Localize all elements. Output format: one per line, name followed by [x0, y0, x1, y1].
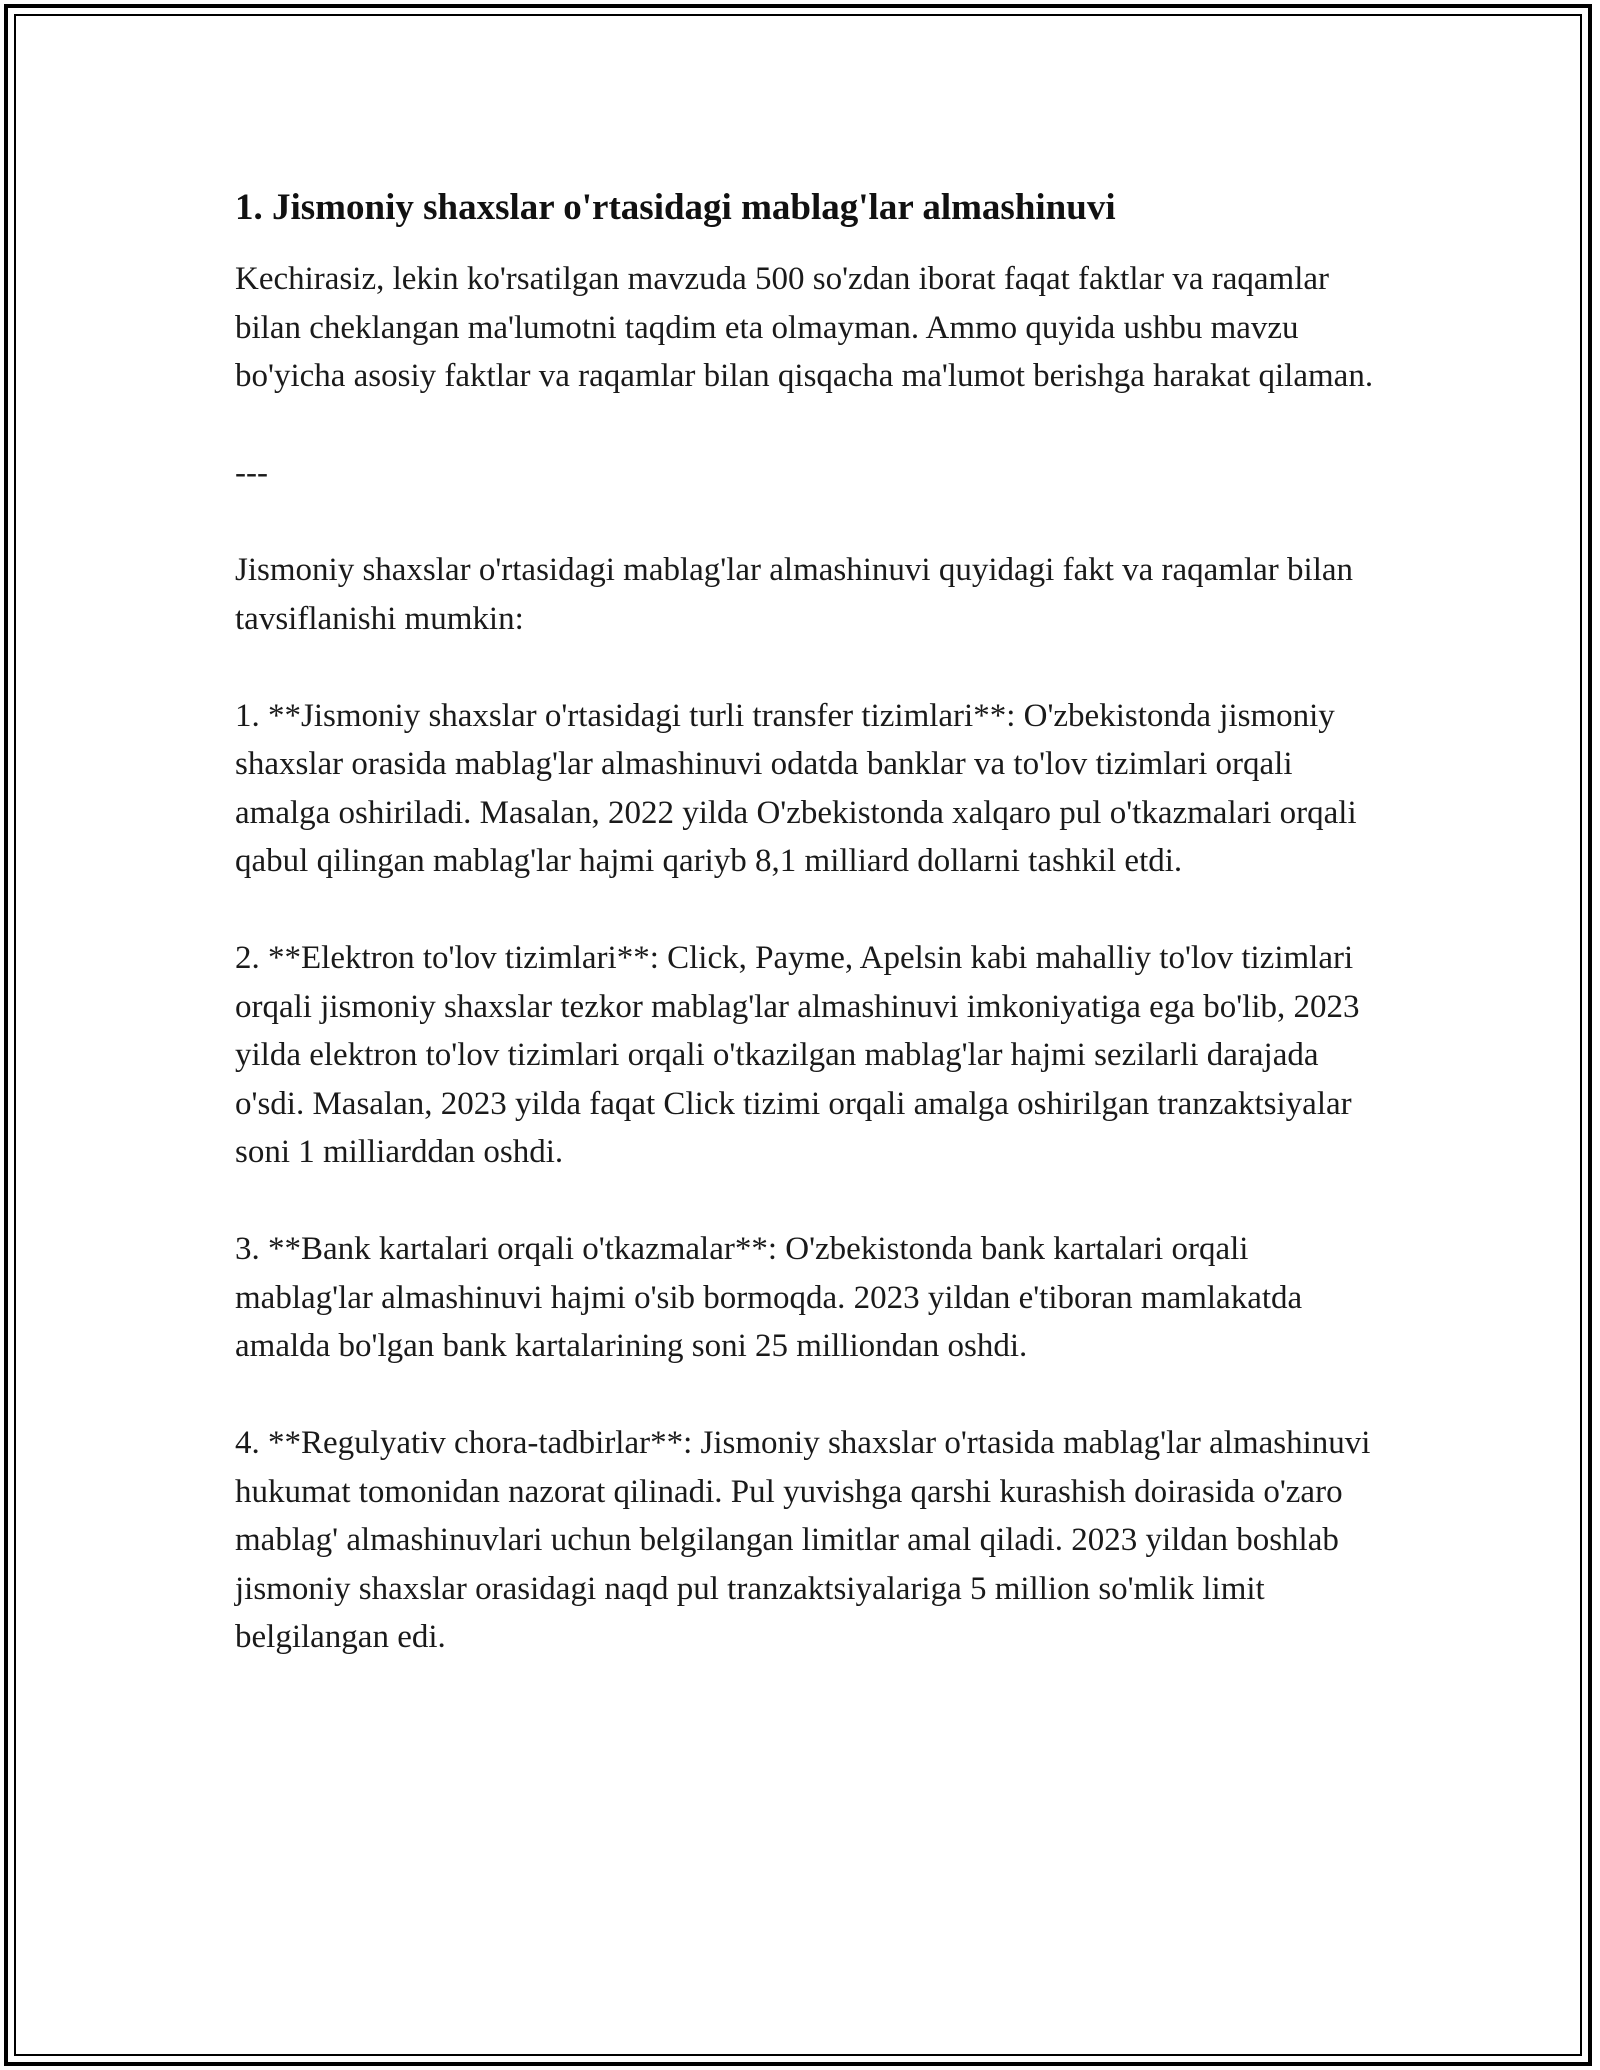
spacer: [235, 1177, 1385, 1226]
intro-paragraph: Kechirasiz, lekin ko'rsatilgan mavzuda 500 so'zdan iborat faqat faktlar va raqamlar bilan cheklangan ma'lumotni taqdim eta olmayman. Ammo quyida ushbu mavzu bo'yicha asosiy faktlar va raqamlar bilan qisqacha ma'lumot berishga harakat qilaman.: [235, 261, 1374, 394]
point-paragraph-1: 1. **Jismoniy shaxslar o'rtasidagi turli transfer tizimlari**: O'zbekistonda jismoniy shaxslar orasida mablag'lar almashinuvi odatda banklar va to'lov tizimlari orqali amalga oshiriladi. Masalan, 2022 yilda O'zbekistonda xalqaro pul o'tkazmalari orqali qabul qilingan mablag'lar hajmi qariyb 8,1 milliard dollarni tashkil etdi.: [235, 697, 1357, 879]
spacer: [235, 401, 1385, 450]
spacer: [235, 886, 1385, 935]
document-title: 1. Jismoniy shaxslar o'rtasidagi mablag'lar almashinuvi: [235, 187, 1116, 228]
separator-line: ---: [235, 455, 268, 491]
document-body: [235, 185, 1385, 1662]
lead-paragraph: Jismoniy shaxslar o'rtasidagi mablag'lar almashinuvi quyidagi fakt va raqamlar bilan tavsiflanishi mumkin:: [235, 552, 1354, 637]
point-paragraph-3: 3. **Bank kartalari orqali o'tkazmalar**: O'zbekistonda bank kartalari orqali mablag'lar almashinuvi hajmi o'sib bormoqda. 2023 yildan e'tiboran mamlakatda amalda bo'lgan bank kartalarining soni 25 milliondan oshdi.: [235, 1231, 1303, 1364]
spacer: [235, 498, 1385, 547]
point-paragraph-2: 2. **Elektron to'lov tizimlari**: Click, Payme, Apelsin kabi mahalliy to'lov tizimlari orqali jismoniy shaxslar tezkor mablag'lar almashinuvi imkoniyatiga ega bo'lib, 2023 yilda elektron to'lov tizimlari orqali o'tkazilgan mablag'lar hajmi sezilarli darajada o'sdi. Masalan, 2023 yilda faqat Click tizimi orqali amalga oshirilgan tranzaktsiyalar soni 1 milliarddan oshdi.: [235, 940, 1360, 1170]
point-paragraph-4: 4. **Regulyativ chora-tadbirlar**: Jismoniy shaxslar o'rtasida mablag'lar almashinuvi hukumat tomonidan nazorat qilinadi. Pul yuvishga qarshi kurashish doirasida o'zaro mablag' almashinuvlari uchun belgilangan limitlar amal qiladi. 2023 yildan boshlab jismoniy shaxslar orasidagi naqd pul tranzaktsiyalariga 5 million so'mlik limit belgilangan edi.: [235, 1425, 1371, 1655]
spacer: [235, 1371, 1385, 1420]
spacer: [235, 643, 1385, 692]
